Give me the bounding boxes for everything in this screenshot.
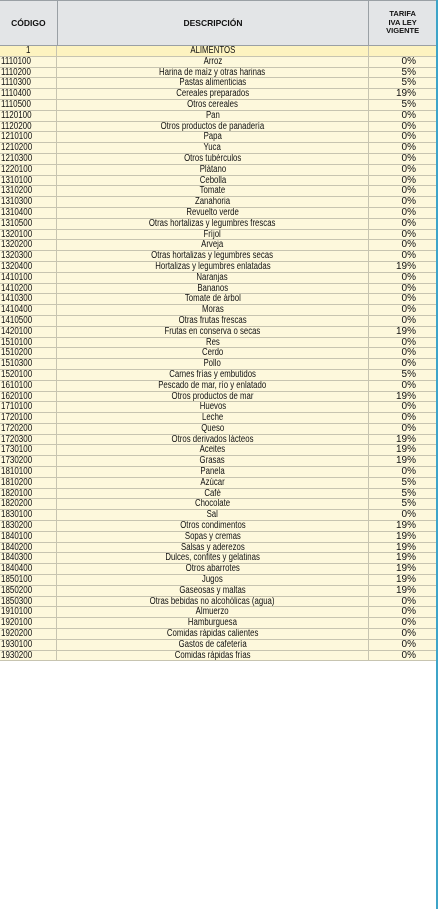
row-description: Otros condimentos (57, 521, 369, 531)
row-rate: 0% (401, 229, 416, 240)
table-row (0, 68, 436, 79)
row-rate: 19% (395, 261, 416, 272)
row-code: 1710100 (0, 402, 57, 412)
table-row (0, 392, 436, 403)
table-row (0, 532, 436, 543)
row-rate: 0% (401, 607, 416, 618)
row-rate: 19% (395, 564, 416, 575)
row-rate: 5% (401, 499, 416, 510)
row-rate: 0% (401, 402, 416, 413)
table-header (0, 0, 436, 46)
row-rate: 19% (395, 531, 416, 542)
row-description: Otros abarrotes (57, 564, 369, 574)
row-description: Grasas (57, 456, 369, 466)
row-description: Otros productos de panadería (57, 122, 369, 132)
row-description: Harina de maíz y otras harinas (57, 68, 369, 78)
row-code: 1420100 (0, 327, 57, 337)
row-rate: 19% (395, 456, 416, 467)
row-code: 1840100 (0, 532, 57, 542)
table-row (0, 230, 436, 241)
table-row (0, 122, 436, 133)
table-row (0, 424, 436, 435)
table-row (0, 284, 436, 295)
row-rate: 0% (401, 283, 416, 294)
row-rate: 0% (401, 315, 416, 326)
row-code: 1510300 (0, 359, 57, 369)
table-row (0, 176, 436, 187)
row-code: 1830100 (0, 510, 57, 520)
row-rate: 19% (395, 553, 416, 564)
row-rate: 0% (401, 337, 416, 348)
row-code: 1610100 (0, 381, 57, 391)
table-row (0, 197, 436, 208)
row-rate: 0% (401, 153, 416, 164)
row-rate: 0% (401, 56, 416, 67)
table-row (0, 359, 436, 370)
row-description: Leche (57, 413, 369, 423)
row-rate: 0% (401, 596, 416, 607)
row-code: 1410500 (0, 316, 57, 326)
row-rate: 0% (401, 305, 416, 315)
row-rate: 5% (401, 488, 416, 499)
row-rate: 0% (401, 423, 416, 434)
row-code: 1110300 (0, 78, 57, 88)
row-description: Bananos (57, 284, 369, 294)
table-row (0, 348, 436, 359)
table-row (0, 294, 436, 305)
table-row (0, 553, 436, 564)
row-rate: 5% (401, 477, 416, 488)
row-code: 1720100 (0, 413, 57, 423)
row-code: 1220100 (0, 165, 57, 175)
row-rate: 0% (401, 110, 416, 121)
row-rate: 0% (401, 380, 416, 391)
table-body (0, 57, 436, 662)
row-code: 1930200 (0, 651, 57, 661)
row-rate: 0% (401, 618, 416, 629)
row-code: 1830200 (0, 521, 57, 531)
row-description: Jugos (57, 575, 369, 585)
header-rate: TARIFA IVA LEY VIGENTE (386, 9, 420, 36)
row-code: 1720300 (0, 435, 57, 445)
row-rate: 0% (401, 272, 416, 283)
table-row (0, 489, 436, 500)
row-code: 1910100 (0, 607, 57, 617)
row-rate: 19% (395, 521, 416, 531)
table-row (0, 165, 436, 176)
row-rate: 19% (395, 445, 416, 456)
row-rate: 0% (401, 240, 416, 251)
row-description: Frutas en conserva o secas (57, 327, 369, 337)
row-description: Zanahoria (57, 197, 369, 207)
table-row (0, 381, 436, 392)
row-description: Revuelto verde (57, 208, 369, 218)
row-rate: 0% (401, 510, 416, 521)
row-description: Cereales preparados (57, 89, 369, 99)
row-rate: 0% (401, 121, 416, 132)
row-rate: 0% (401, 639, 416, 650)
table-row (0, 132, 436, 143)
row-code: 1310100 (0, 176, 57, 186)
row-description: Gaseosas y maltas (57, 586, 369, 596)
row-rate: 0% (401, 197, 416, 207)
table-row (0, 456, 436, 467)
row-rate: 0% (401, 132, 416, 143)
row-description: Sopas y cremas (57, 532, 369, 542)
table-row (0, 478, 436, 489)
row-rate: 19% (395, 89, 416, 99)
row-description: Cerdo (57, 348, 369, 358)
table-row (0, 510, 436, 521)
table-row (0, 186, 436, 197)
row-code: 1110100 (0, 57, 57, 67)
category-row (0, 46, 436, 57)
row-description: Otras frutas frescas (57, 316, 369, 326)
table-row (0, 78, 436, 89)
row-description: Moras (57, 305, 369, 315)
row-code: 1410300 (0, 294, 57, 304)
row-code: 1730200 (0, 456, 57, 466)
row-description: Comidas rápidas calientes (57, 629, 369, 639)
category-code: 1 (0, 46, 57, 56)
table-row (0, 89, 436, 100)
row-description: Fríjol (57, 230, 369, 240)
header-code: CÓDIGO (0, 1, 58, 45)
table-row (0, 640, 436, 651)
row-code: 1210300 (0, 154, 57, 164)
row-code: 1110200 (0, 68, 57, 78)
row-rate: 0% (401, 650, 416, 661)
table-row (0, 219, 436, 230)
row-code: 1510200 (0, 348, 57, 358)
row-rate: 0% (401, 143, 416, 153)
row-code: 1850300 (0, 597, 57, 607)
row-description: Papa (57, 132, 369, 142)
table-row (0, 651, 436, 662)
row-code: 1820100 (0, 489, 57, 499)
row-rate: 0% (401, 294, 416, 305)
table-row (0, 586, 436, 597)
row-code: 1120200 (0, 122, 57, 132)
table-row (0, 251, 436, 262)
row-description: Chocolate (57, 499, 369, 509)
row-code: 1320200 (0, 240, 57, 250)
row-rate: 0% (401, 348, 416, 359)
row-code: 1320300 (0, 251, 57, 261)
row-description: Aceites (57, 445, 369, 455)
row-code: 1850200 (0, 586, 57, 596)
row-description: Pastas alimenticias (57, 78, 369, 88)
row-rate: 5% (401, 99, 416, 110)
row-description: Café (57, 489, 369, 499)
row-description: Otras bebidas no alcohólicas (agua) (57, 597, 369, 607)
row-rate: 0% (401, 629, 416, 639)
row-code: 1210100 (0, 132, 57, 142)
row-code: 1840200 (0, 543, 57, 553)
table-row (0, 402, 436, 413)
row-rate: 19% (395, 575, 416, 585)
row-rate: 19% (395, 542, 416, 553)
row-code: 1920100 (0, 618, 57, 628)
row-rate: 0% (401, 164, 416, 175)
row-description: Yuca (57, 143, 369, 153)
row-rate: 19% (395, 434, 416, 445)
table-row (0, 543, 436, 554)
row-description: Hamburguesa (57, 618, 369, 628)
row-code: 1720200 (0, 424, 57, 434)
row-rate: 5% (401, 67, 416, 78)
row-description: Queso (57, 424, 369, 434)
row-rate: 0% (401, 207, 416, 218)
row-code: 1410100 (0, 273, 57, 283)
table-row (0, 111, 436, 122)
row-rate: 5% (401, 78, 416, 89)
table-row (0, 413, 436, 424)
row-description: Tomate (57, 186, 369, 196)
table-row (0, 57, 436, 68)
row-rate: 5% (401, 369, 416, 380)
table-row (0, 564, 436, 575)
row-code: 1310400 (0, 208, 57, 218)
row-code: 1840300 (0, 553, 57, 563)
row-description: Otros productos de mar (57, 392, 369, 402)
table-row (0, 521, 436, 532)
row-description: Arveja (57, 240, 369, 250)
row-description: Panela (57, 467, 369, 477)
table-row (0, 370, 436, 381)
row-rate: 0% (401, 175, 416, 186)
table-row (0, 240, 436, 251)
row-code: 1320100 (0, 230, 57, 240)
row-description: Otras hortalizas y legumbres frescas (57, 219, 369, 229)
row-code: 1510100 (0, 338, 57, 348)
row-description: Tomate de árbol (57, 294, 369, 304)
row-rate: 19% (395, 391, 416, 402)
row-rate: 19% (395, 585, 416, 596)
row-code: 1410400 (0, 305, 57, 315)
row-code: 1930100 (0, 640, 57, 650)
row-description: Cebolla (57, 176, 369, 186)
row-description: Otros derivados lácteos (57, 435, 369, 445)
table-row (0, 338, 436, 349)
row-description: Carnes frías y embutidos (57, 370, 369, 380)
table-row (0, 435, 436, 446)
row-code: 1820200 (0, 499, 57, 509)
row-description: Pollo (57, 359, 369, 369)
row-description: Comidas rápidas frías (57, 651, 369, 661)
row-description: Sal (57, 510, 369, 520)
row-description: Otros tubérculos (57, 154, 369, 164)
row-description: Otras hortalizas y legumbres secas (57, 251, 369, 261)
row-description: Dulces, confites y gelatinas (57, 553, 369, 563)
table-row (0, 445, 436, 456)
table-row (0, 607, 436, 618)
row-code: 1110400 (0, 89, 57, 99)
row-rate: 0% (401, 467, 416, 477)
row-code: 1320400 (0, 262, 57, 272)
table-row (0, 316, 436, 327)
row-code: 1110500 (0, 100, 57, 110)
row-description: Pan (57, 111, 369, 121)
row-rate: 0% (401, 186, 416, 197)
row-rate: 19% (395, 326, 416, 337)
row-rate: 0% (401, 413, 416, 423)
table-row (0, 499, 436, 510)
row-rate: 0% (401, 251, 416, 261)
table-row (0, 273, 436, 284)
table-row (0, 143, 436, 154)
row-description: Plátano (57, 165, 369, 175)
row-description: Res (57, 338, 369, 348)
table-row (0, 597, 436, 608)
category-name: ALIMENTOS (57, 46, 369, 56)
row-rate: 0% (401, 359, 416, 369)
row-code: 1840400 (0, 564, 57, 574)
row-code: 1120100 (0, 111, 57, 121)
row-code: 1810200 (0, 478, 57, 488)
row-description: Arroz (57, 57, 369, 67)
row-rate: 0% (401, 218, 416, 229)
row-code: 1410200 (0, 284, 57, 294)
row-code: 1520100 (0, 370, 57, 380)
table-row (0, 467, 436, 478)
table-row (0, 629, 436, 640)
table-row (0, 154, 436, 165)
header-description: DESCRIPCIÓN (58, 1, 370, 45)
row-code: 1920200 (0, 629, 57, 639)
row-description: Naranjas (57, 273, 369, 283)
row-description: Otros cereales (57, 100, 369, 110)
row-code: 1810100 (0, 467, 57, 477)
table-row (0, 100, 436, 111)
table-row (0, 305, 436, 316)
row-code: 1310200 (0, 186, 57, 196)
row-description: Almuerzo (57, 607, 369, 617)
table-row (0, 575, 436, 586)
table-row (0, 618, 436, 629)
row-code: 1730100 (0, 445, 57, 455)
row-description: Gastos de cafetería (57, 640, 369, 650)
table-row (0, 262, 436, 273)
row-description: Azúcar (57, 478, 369, 488)
row-code: 1210200 (0, 143, 57, 153)
row-description: Salsas y aderezos (57, 543, 369, 553)
row-description: Hortalizas y legumbres enlatadas (57, 262, 369, 272)
row-description: Huevos (57, 402, 369, 412)
row-code: 1310500 (0, 219, 57, 229)
category-rate (369, 46, 436, 56)
table-row (0, 208, 436, 219)
table-row (0, 327, 436, 338)
row-code: 1310300 (0, 197, 57, 207)
row-code: 1850100 (0, 575, 57, 585)
row-description: Pescado de mar, río y enlatado (57, 381, 369, 391)
row-code: 1620100 (0, 392, 57, 402)
